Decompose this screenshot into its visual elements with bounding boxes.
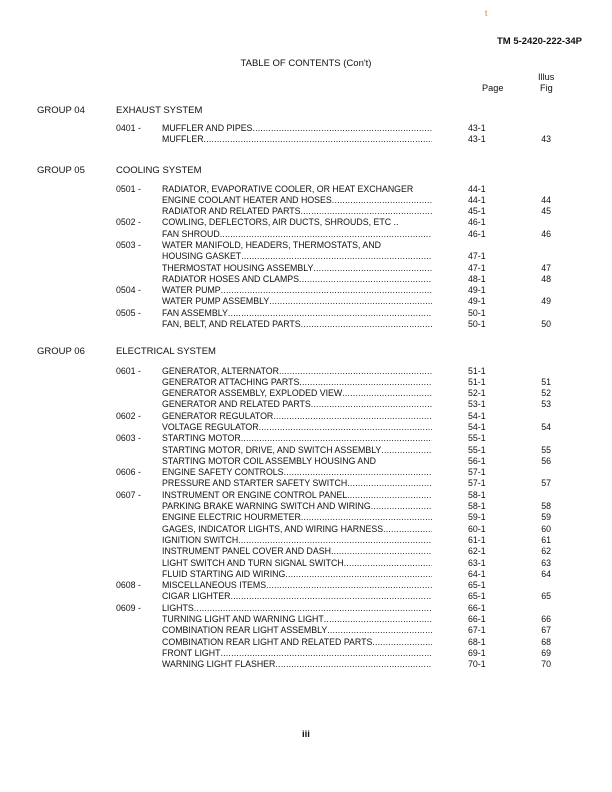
entry-item	[162, 263, 432, 274]
toc-entry	[0, 603, 612, 614]
entry-title: WATER PUMP	[162, 285, 221, 296]
entry-fig: 50	[541, 319, 551, 330]
toc-entry	[0, 184, 612, 195]
entry-fig: 56	[541, 455, 551, 466]
entry-page: 66-1	[468, 602, 486, 613]
column-header-illus: Illus	[538, 72, 555, 82]
entry-item	[162, 524, 432, 535]
column-header-fig: Fig	[540, 83, 553, 93]
toc-entry	[0, 422, 612, 433]
toc-entry	[0, 229, 612, 240]
entry-fig: 55	[541, 444, 551, 455]
entry-title: STARTING MOTOR	[162, 433, 241, 444]
dot-leader	[301, 319, 432, 330]
dot-leader	[285, 569, 432, 580]
dot-leader	[313, 263, 432, 274]
entry-title: CIGAR LIGHTER	[162, 591, 231, 602]
dot-leader	[344, 558, 432, 569]
entry-fig: 46	[541, 228, 551, 239]
entry-item	[162, 625, 432, 636]
dot-leader	[194, 603, 432, 614]
dot-leader	[347, 490, 432, 501]
group-05-entries	[0, 184, 612, 331]
corner-mark: t	[485, 9, 488, 18]
entry-page: 65-1	[468, 591, 486, 602]
entry-item	[162, 399, 432, 410]
toc-entry	[0, 580, 612, 591]
entry-page: 47-1	[468, 262, 486, 273]
entry-title: GAGES, INDICATOR LIGHTS, AND WIRING HARNESS	[162, 523, 384, 534]
toc-entry	[0, 478, 612, 489]
entry-item	[162, 648, 432, 659]
toc-entry	[0, 456, 612, 467]
entry-code: 0601 -	[116, 365, 141, 376]
entry-item	[162, 240, 432, 251]
toc-entry	[0, 625, 612, 636]
entry-fig: 69	[541, 647, 551, 658]
toc-entry	[0, 614, 612, 625]
dot-leader	[383, 524, 432, 535]
entry-page: 49-1	[468, 296, 486, 307]
entry-page: 52-1	[468, 388, 486, 399]
entry-item	[162, 195, 432, 206]
entry-page: 61-1	[468, 534, 486, 545]
entry-item	[162, 490, 432, 501]
entry-fig: 64	[541, 568, 551, 579]
entry-fig: 65	[541, 591, 551, 602]
dot-leader	[327, 625, 432, 636]
entry-title: HOUSING GASKET	[162, 251, 242, 262]
dot-leader	[275, 659, 432, 670]
toc-entry	[0, 308, 612, 319]
entry-title: WATER PUMP ASSEMBLY	[162, 296, 270, 307]
entry-page: 54-1	[468, 410, 486, 421]
entry-title: IGNITION SWITCH	[162, 534, 239, 545]
entry-item	[162, 467, 432, 478]
toc-entry	[0, 134, 612, 145]
dot-leader	[279, 366, 432, 377]
entry-page: 64-1	[468, 568, 486, 579]
entry-item	[162, 251, 432, 262]
toc-entry	[0, 490, 612, 501]
toc-entry	[0, 319, 612, 330]
entry-item	[162, 377, 432, 388]
entry-item	[162, 456, 432, 467]
entry-title: WATER MANIFOLD, HEADERS, THERMOSTATS, AND	[162, 239, 381, 250]
dot-leader	[332, 195, 432, 206]
entry-page: 48-1	[468, 273, 486, 284]
entry-item	[162, 512, 432, 523]
entry-item	[162, 637, 432, 648]
entry-fig: 59	[541, 512, 551, 523]
dot-leader	[238, 535, 432, 546]
entry-fig: 51	[541, 376, 551, 387]
entry-item	[162, 445, 432, 456]
entry-title: VOLTAGE REGULATOR	[162, 421, 259, 432]
entry-page: 54-1	[468, 421, 486, 432]
entry-title: INSTRUMENT PANEL COVER AND DASH	[162, 546, 331, 557]
dot-leader	[299, 274, 432, 285]
toc-entry	[0, 123, 612, 134]
toc-entry	[0, 535, 612, 546]
entry-title: RADIATOR, EVAPORATIVE COOLER, OR HEAT EXCHANGER	[162, 183, 414, 194]
dot-leader	[221, 648, 433, 659]
entry-page: 49-1	[468, 285, 486, 296]
entry-page: 62-1	[468, 546, 486, 557]
entry-page: 63-1	[468, 557, 486, 568]
entry-title: ENGINE COOLANT HEATER AND HOSES	[162, 194, 332, 205]
dot-leader	[241, 433, 432, 444]
group-label: GROUP 04	[37, 105, 85, 116]
entry-fig: 60	[541, 523, 551, 534]
entry-fig: 57	[541, 478, 551, 489]
group-04-entries	[0, 123, 612, 146]
dot-leader	[259, 422, 432, 433]
entry-item	[162, 501, 432, 512]
group-label: GROUP 05	[37, 165, 85, 176]
entry-fig: 67	[541, 625, 551, 636]
entry-fig: 52	[541, 388, 551, 399]
entry-title: MUFFLER	[162, 134, 204, 145]
toc-entry	[0, 591, 612, 602]
entry-title: RADIATOR HOSES AND CLAMPS	[162, 273, 300, 284]
entry-page: 56-1	[468, 455, 486, 466]
toc-entry	[0, 366, 612, 377]
toc-entry	[0, 648, 612, 659]
entry-page: 58-1	[468, 489, 486, 500]
dot-leader	[221, 285, 432, 296]
entry-page: 65-1	[468, 580, 486, 591]
toc-entry	[0, 433, 612, 444]
dot-leader	[311, 399, 432, 410]
group-title: COOLING SYSTEM	[116, 165, 202, 176]
toc-entry	[0, 524, 612, 535]
entry-title: STARTING MOTOR COIL ASSEMBLY HOUSING AND	[162, 455, 376, 466]
toc-entry	[0, 411, 612, 422]
entry-item	[162, 603, 432, 614]
entry-item	[162, 558, 432, 569]
dot-leader	[381, 445, 432, 456]
dot-leader	[284, 467, 432, 478]
entry-item	[162, 422, 432, 433]
entry-title: LIGHTS	[162, 602, 194, 613]
entry-page: 46-1	[468, 228, 486, 239]
toc-entry	[0, 546, 612, 557]
entry-item	[162, 134, 432, 145]
entry-title: GENERATOR ATTACHING PARTS	[162, 376, 300, 387]
entry-fig: 45	[541, 206, 551, 217]
entry-title: FAN SHROUD	[162, 228, 220, 239]
toc-entry	[0, 569, 612, 580]
dot-leader	[331, 546, 432, 557]
toc-entry	[0, 240, 612, 251]
entry-code: 0602 -	[116, 410, 141, 421]
entry-item	[162, 285, 432, 296]
entry-fig: 61	[541, 534, 551, 545]
entry-code: 0505 -	[116, 307, 141, 318]
entry-title: GENERATOR REGULATOR	[162, 410, 274, 421]
group-title: EXHAUST SYSTEM	[116, 105, 203, 116]
entry-item	[162, 274, 432, 285]
entry-title: INSTRUMENT OR ENGINE CONTROL PANEL	[162, 489, 348, 500]
entry-fig: 54	[541, 421, 551, 432]
entry-title: MISCELLANEOUS ITEMS	[162, 580, 267, 591]
entry-item	[162, 217, 432, 228]
entry-fig: 44	[541, 194, 551, 205]
entry-page: 58-1	[468, 501, 486, 512]
dot-leader	[204, 134, 432, 145]
dot-leader	[269, 296, 432, 307]
toc-entry	[0, 501, 612, 512]
entry-code: 0608 -	[116, 580, 141, 591]
entry-page: 51-1	[468, 376, 486, 387]
entry-page: 55-1	[468, 433, 486, 444]
entry-page: 68-1	[468, 636, 486, 647]
entry-title: TURNING LIGHT AND WARNING LIGHT	[162, 614, 324, 625]
dot-leader	[273, 411, 432, 422]
column-header-page: Page	[482, 83, 504, 93]
dot-leader	[228, 308, 432, 319]
entry-item	[162, 296, 432, 307]
entry-item	[162, 535, 432, 546]
dot-leader	[371, 501, 432, 512]
entry-page: 47-1	[468, 251, 486, 262]
dot-leader	[230, 591, 432, 602]
entry-code: 0401 -	[116, 123, 141, 133]
entry-page: 59-1	[468, 512, 486, 523]
entry-item	[162, 569, 432, 580]
entry-title: THERMOSTAT HOUSING ASSEMBLY	[162, 262, 314, 273]
entry-page: 55-1	[468, 444, 486, 455]
entry-page: 57-1	[468, 467, 486, 478]
entry-title: FAN, BELT, AND RELATED PARTS	[162, 319, 301, 330]
entry-title: FRONT LIGHT	[162, 647, 221, 658]
entry-title: ENGINE SAFETY CONTROLS	[162, 467, 284, 478]
entry-page: 70-1	[468, 659, 486, 670]
entry-item	[162, 184, 432, 195]
page-number: iii	[302, 729, 310, 740]
entry-fig: 68	[541, 636, 551, 647]
page-title: TABLE OF CONTENTS (Con't)	[240, 58, 372, 69]
entry-title: COMBINATION REAR LIGHT AND RELATED PARTS	[162, 636, 373, 647]
entry-item	[162, 308, 432, 319]
toc-entry	[0, 274, 612, 285]
group-label: GROUP 06	[37, 346, 85, 357]
entry-title: GENERATOR AND RELATED PARTS	[162, 399, 311, 410]
entry-code: 0501 -	[116, 183, 141, 194]
toc-entry	[0, 399, 612, 410]
entry-code: 0504 -	[116, 285, 141, 296]
dot-leader	[301, 512, 432, 523]
entry-item	[162, 580, 432, 591]
entry-page: 69-1	[468, 647, 486, 658]
group-title: ELECTRICAL SYSTEM	[116, 346, 216, 357]
entry-title: PARKING BRAKE WARNING SWITCH AND WIRING	[162, 501, 371, 512]
entry-item	[162, 388, 432, 399]
entry-fig: 43	[541, 134, 551, 145]
dot-leader	[266, 580, 432, 591]
entry-title: MUFFLER AND PIPES	[162, 123, 253, 133]
entry-title: COWLING, DEFLECTORS, AIR DUCTS, SHROUDS, ETC ..	[162, 217, 399, 228]
dot-leader	[301, 206, 433, 217]
entry-item	[162, 123, 432, 134]
entry-item	[162, 478, 432, 489]
toc-entry	[0, 285, 612, 296]
entry-page: 43-1	[468, 134, 486, 145]
entry-item	[162, 229, 432, 240]
entry-code: 0503 -	[116, 239, 141, 250]
toc-entry	[0, 467, 612, 478]
entry-title: RADIATOR AND RELATED PARTS	[162, 206, 301, 217]
toc-entry	[0, 445, 612, 456]
entry-fig: 47	[541, 262, 551, 273]
dot-leader	[241, 251, 432, 262]
toc-entry	[0, 512, 612, 523]
entry-fig: 48	[541, 273, 551, 284]
toc-entry	[0, 206, 612, 217]
entry-item	[162, 591, 432, 602]
entry-item	[162, 319, 432, 330]
entry-item	[162, 659, 432, 670]
entry-page: 60-1	[468, 523, 486, 534]
entry-page: 51-1	[468, 365, 486, 376]
dot-leader	[347, 478, 432, 489]
entry-code: 0603 -	[116, 433, 141, 444]
toc-entry	[0, 659, 612, 670]
entry-item	[162, 206, 432, 217]
entry-title: PRESSURE AND STARTER SAFETY SWITCH	[162, 478, 348, 489]
entry-fig: 53	[541, 399, 551, 410]
entry-fig: 49	[541, 296, 551, 307]
entry-page: 46-1	[468, 217, 486, 228]
toc-entry	[0, 388, 612, 399]
entry-code: 0609 -	[116, 602, 141, 613]
entry-fig: 63	[541, 557, 551, 568]
entry-fig: 70	[541, 659, 551, 670]
entry-page: 57-1	[468, 478, 486, 489]
toc-entry	[0, 263, 612, 274]
entry-page: 43-1	[468, 123, 486, 133]
dot-leader	[220, 229, 432, 240]
entry-title: ENGINE ELECTRIC HOURMETER	[162, 512, 301, 523]
entry-code: 0606 -	[116, 467, 141, 478]
entry-item	[162, 433, 432, 444]
entry-code: 0607 -	[116, 489, 141, 500]
group-06-entries	[0, 366, 612, 671]
entry-page: 53-1	[468, 399, 486, 410]
dot-leader	[372, 637, 432, 648]
entry-title: WARNING LIGHT FLASHER	[162, 659, 276, 670]
entry-title: LIGHT SWITCH AND TURN SIGNAL SWITCH	[162, 557, 344, 568]
entry-page: 50-1	[468, 319, 486, 330]
toc-entry	[0, 217, 612, 228]
toc-entry	[0, 195, 612, 206]
entry-item	[162, 546, 432, 557]
entry-page: 45-1	[468, 206, 486, 217]
toc-entry	[0, 558, 612, 569]
document-id: TM 5-2420-222-34P	[496, 36, 582, 47]
entry-page: 67-1	[468, 625, 486, 636]
entry-fig: 58	[541, 501, 551, 512]
toc-entry	[0, 251, 612, 262]
entry-page: 44-1	[468, 194, 486, 205]
entry-item	[162, 411, 432, 422]
entry-page: 66-1	[468, 614, 486, 625]
entry-page: 50-1	[468, 307, 486, 318]
entry-title: GENERATOR ASSEMBLY, EXPLODED VIEW	[162, 388, 343, 399]
entry-title: FLUID STARTING AID WIRING	[162, 568, 286, 579]
dot-leader	[252, 123, 432, 134]
entry-item	[162, 614, 432, 625]
entry-page: 44-1	[468, 183, 486, 194]
dot-leader	[342, 388, 432, 399]
toc-entry	[0, 377, 612, 388]
dot-leader	[299, 377, 432, 388]
entry-title: COMBINATION REAR LIGHT ASSEMBLY	[162, 625, 328, 636]
entry-title: STARTING MOTOR, DRIVE, AND SWITCH ASSEMBLY	[162, 444, 382, 455]
entry-fig: 66	[541, 614, 551, 625]
entry-item	[162, 366, 432, 377]
toc-entry	[0, 296, 612, 307]
entry-code: 0502 -	[116, 217, 141, 228]
entry-title: FAN ASSEMBLY	[162, 307, 228, 318]
entry-title: GENERATOR, ALTERNATOR	[162, 365, 279, 376]
dot-leader	[324, 614, 432, 625]
entry-fig: 62	[541, 546, 551, 557]
toc-entry	[0, 637, 612, 648]
